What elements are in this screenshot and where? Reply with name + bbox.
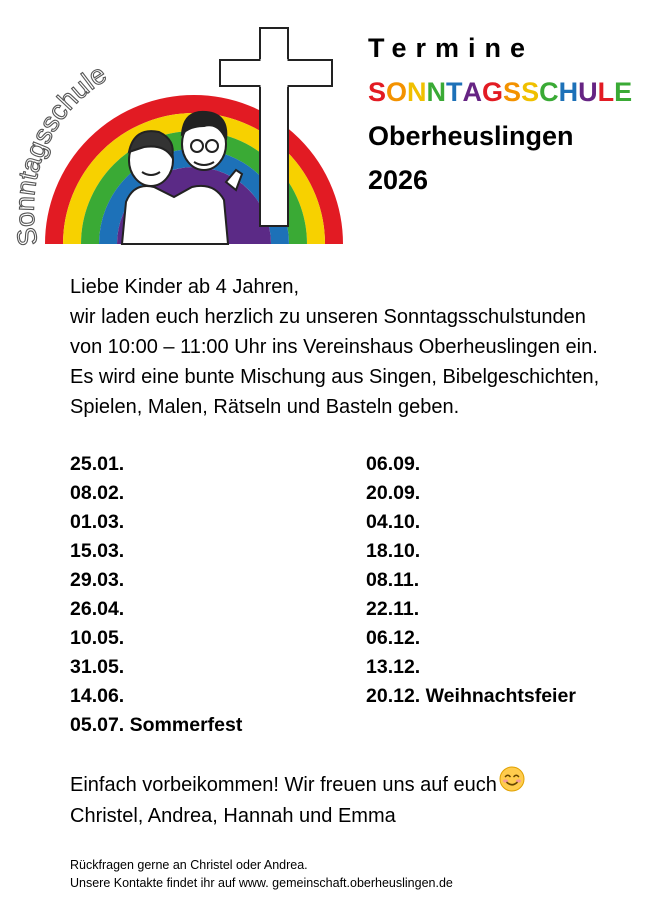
title-letter: G	[482, 77, 504, 107]
date-item: 08.11.	[366, 569, 420, 591]
closing-text	[70, 770, 525, 831]
title-letter: N	[407, 77, 427, 107]
date-item: 26.04.	[70, 598, 125, 620]
date-item: 25.01.	[70, 453, 125, 475]
date-item: 31.05.	[70, 656, 125, 678]
title-letter: S	[503, 77, 522, 107]
page-title	[368, 26, 632, 202]
date-item: 14.06.	[70, 685, 125, 707]
logo-arc-text: S tagsschule	[14, 58, 112, 249]
date-item: 18.10.	[366, 540, 421, 562]
dates-column-right	[366, 450, 576, 711]
intro-line: Es wird eine bunte Mischung aus Singen, Bibelgeschichten,	[70, 366, 600, 388]
date-item: 22.11.	[366, 598, 420, 620]
title-letter: T	[446, 77, 463, 107]
date-item: 05.07. Sommerfest	[70, 714, 243, 736]
title-year: 2026	[368, 165, 429, 195]
intro-paragraph	[70, 272, 660, 422]
title-letter: S	[368, 77, 387, 107]
dates-column-left	[70, 450, 242, 740]
title-letter: A	[462, 77, 483, 107]
title-letter: O	[386, 77, 408, 107]
date-item: 04.10.	[366, 511, 421, 533]
date-item: 29.03.	[70, 569, 125, 591]
title-termine: Termine	[368, 33, 535, 63]
date-item: 13.12.	[366, 656, 421, 678]
date-item: 08.02.	[70, 482, 125, 504]
title-letter: E	[614, 77, 633, 107]
title-letter: N	[426, 77, 447, 107]
intro-line: Liebe Kinder ab 4 Jahren,	[70, 276, 300, 298]
date-item: 06.12.	[366, 627, 421, 649]
date-item: 01.03.	[70, 511, 125, 533]
signature-names: Christel, Andrea, Hannah und Emma	[70, 805, 396, 828]
intro-line: wir laden euch herzlich zu unseren Sonntagsschulstunden	[70, 306, 586, 328]
date-item: 20.12. Weihnachtsfeier	[366, 685, 576, 707]
date-item: 15.03.	[70, 540, 125, 562]
title-location: Oberheuslingen	[368, 121, 574, 151]
title-letter: S	[521, 77, 540, 107]
smiling-face-icon	[499, 766, 525, 801]
date-item: 10.05.	[70, 627, 125, 649]
title-letter: U	[578, 77, 598, 107]
footer-line: Rückfragen gerne an Christel oder Andrea.	[70, 858, 308, 872]
intro-line: Spielen, Malen, Rätseln und Basteln geben.	[70, 396, 460, 418]
title-letter: H	[558, 77, 579, 107]
title-letter: L	[597, 77, 615, 107]
intro-line: von 10:00 – 11:00 Uhr ins Vereinshaus Oberheuslingen ein.	[70, 336, 598, 358]
sonntagsschule-logo	[14, 22, 344, 252]
closing-line: Einfach vorbeikommen! Wir freuen uns auf euch	[70, 774, 497, 796]
title-sonntagsschule	[368, 70, 632, 114]
title-letter: C	[539, 77, 559, 107]
date-item: 20.09.	[366, 482, 421, 504]
date-item: 06.09.	[366, 453, 421, 475]
footer-line: Unsere Kontakte findet ihr auf www. gemeinschaft.oberheuslingen.de	[70, 876, 453, 890]
footer-note	[70, 856, 453, 892]
